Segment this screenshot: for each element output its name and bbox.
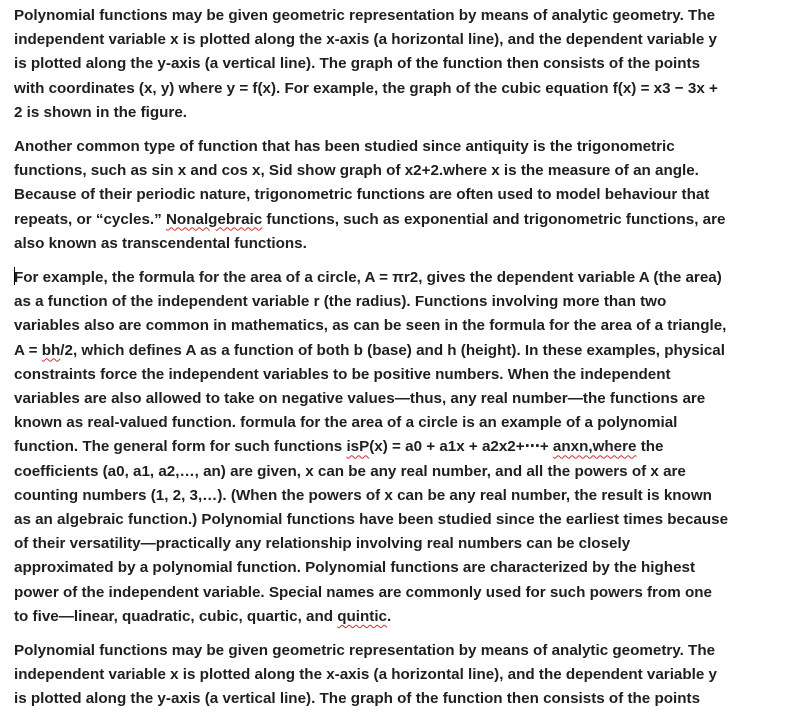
text-segment: /2, which defines A as a function of both b (base) and h (height). In these examples, physical (60, 341, 725, 359)
text-line: as a function of the independent variable r (the radius). Functions involving more than two (14, 293, 667, 311)
text-line (14, 266, 789, 290)
text-line: functions, such as sin x and cos x, Sid show graph of x2+2.where x is the measure of an angle. (14, 162, 699, 180)
text-line (14, 435, 789, 459)
text-line (14, 339, 789, 363)
text-line: Because of their periodic nature, trigonometric functions are often used to model behaviour that (14, 186, 710, 204)
text-segment: . (387, 607, 392, 625)
text-line: Polynomial functions may be given geometric representation by means of analytic geometry. The (14, 642, 716, 660)
text-segment: to five—linear, quadratic, cubic, quartic, and (14, 607, 338, 625)
spelling-error-word[interactable]: isP (346, 438, 370, 456)
text-line: counting numbers (1, 2, 3,…). (When the powers of x can be any real number, the result is known (14, 486, 712, 504)
spelling-error-word[interactable]: anxn,where (552, 438, 637, 456)
text-segment: function. The general form for such functions (14, 438, 347, 456)
text-line: approximated by a polynomial function. Polynomial functions are characterized by the highest (14, 559, 696, 577)
text-line: known as real-valued function. formula for the area of a circle is an example of a polynomial (14, 414, 678, 432)
text-segment: A = (14, 341, 42, 359)
text-segment: functions, such as exponential and trigonometric functions, are (262, 210, 726, 228)
text-line: power of the independent variable. Special names are commonly used for such powers from one (14, 583, 712, 601)
text-line: independent variable x is plotted along the x-axis (a horizontal line), and the dependent variable y (14, 666, 717, 684)
text-line: also known as transcendental functions. (14, 234, 307, 252)
text-segment: repeats, or “cycles.” (14, 210, 166, 228)
text-line: 2 is shown in the figure. (14, 103, 187, 121)
text-line: of their versatility—practically any relationship involving real numbers can be closely (14, 535, 631, 553)
text-line: is plotted along the y-axis (a vertical line). The graph of the function then consists of the points (14, 55, 701, 73)
document-body[interactable] (14, 4, 789, 722)
text-segment: (x) = a0 + a1x + a2x2+⋯+ (369, 438, 553, 456)
text-segment: the (636, 438, 664, 456)
paragraph-4 (14, 639, 789, 712)
text-line: Another common type of function that has been studied since antiquity is the trigonometric (14, 138, 675, 156)
text-line: is plotted along the y-axis (a vertical line). The graph of the function then consists of the points (14, 690, 701, 708)
paragraph-3 (14, 266, 789, 629)
spelling-error-word[interactable]: bh (41, 341, 61, 359)
text-line: as an algebraic function.) Polynomial functions have been studied since the earliest times because (14, 511, 729, 529)
text-segment: For example, the formula for the area of a circle, A = πr2, gives the dependent variable A (the area) (14, 269, 722, 287)
spelling-error-word[interactable]: Nonalgebraic (165, 210, 263, 228)
paragraph-2 (14, 135, 789, 256)
text-line: coefficients (a0, a1, a2,…, an) are given, x can be any real number, and all the powers of x are (14, 462, 686, 480)
text-line: variables also are common in mathematics, as can be seen in the formula for the area of a triangle, (14, 317, 727, 335)
text-line: with coordinates (x, y) where y = f(x). For example, the graph of the cubic equation f(x) = x3 − 3x + (14, 79, 718, 97)
text-line (14, 605, 789, 629)
spelling-error-word[interactable]: quintic (337, 607, 388, 625)
text-line (14, 208, 789, 232)
text-line: independent variable x is plotted along the x-axis (a horizontal line), and the dependent variable y (14, 31, 717, 49)
paragraph-1 (14, 4, 789, 125)
text-line: constraints force the independent variables to be positive numbers. When the independent (14, 365, 671, 383)
text-line: Polynomial functions may be given geometric representation by means of analytic geometry. The (14, 7, 716, 24)
text-line: variables are also allowed to take on negative values—thus, any real number—the functions are (14, 390, 706, 408)
